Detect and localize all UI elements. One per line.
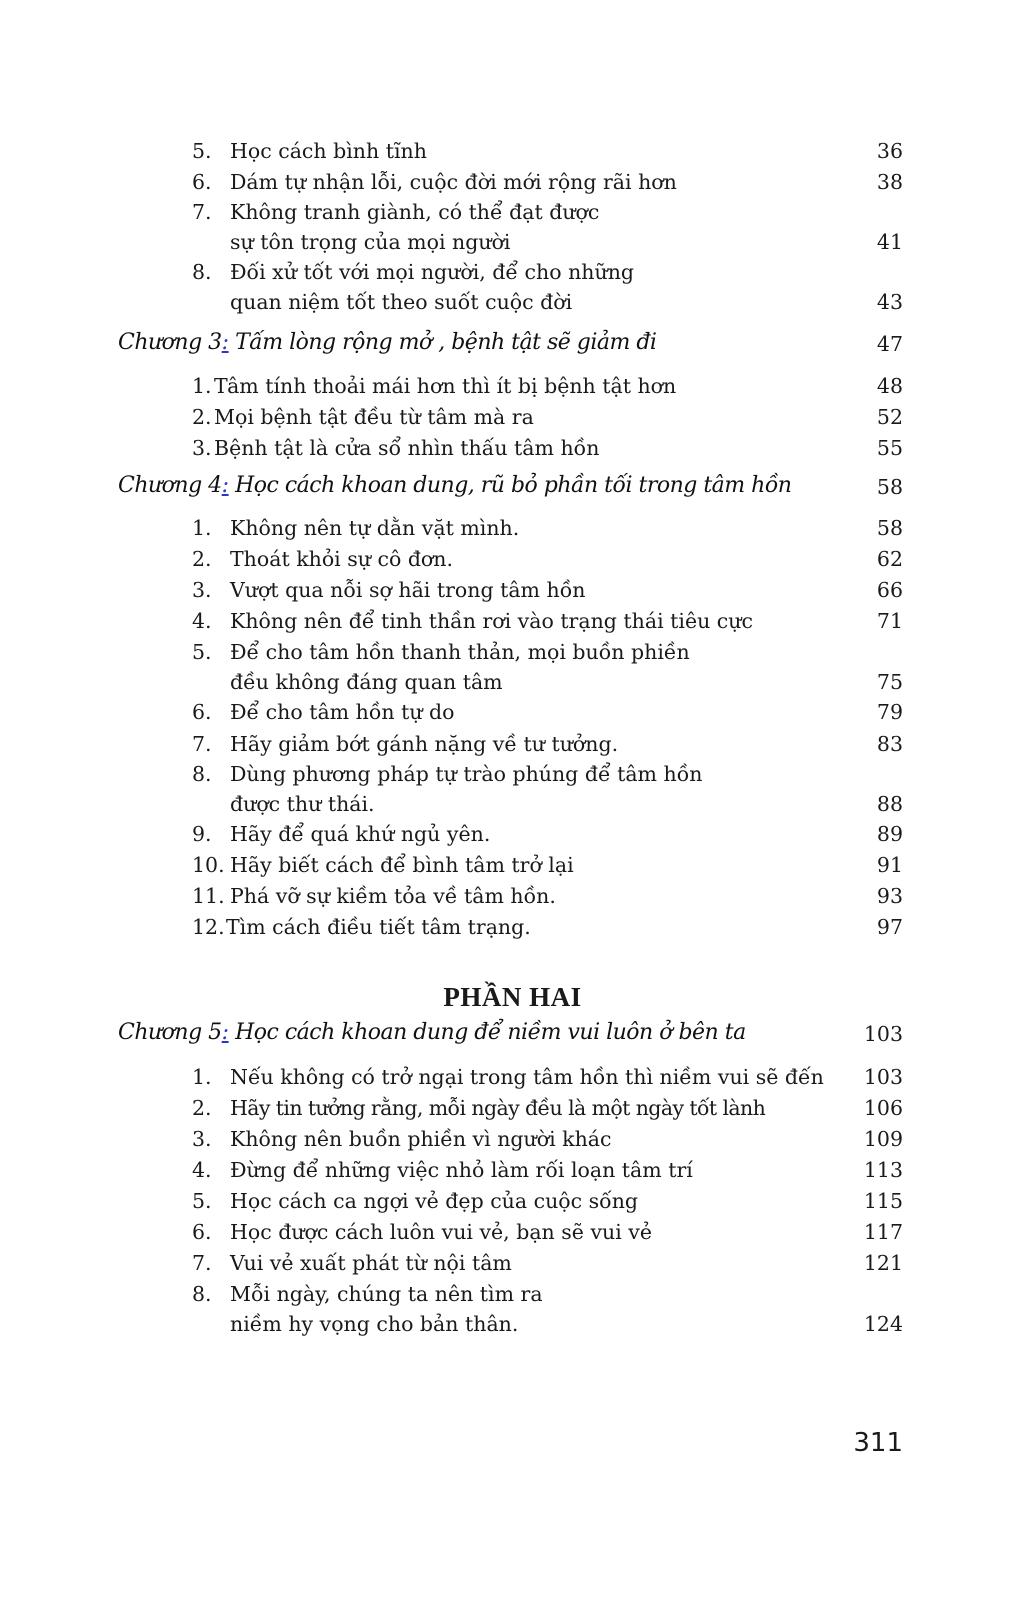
entry-number: 7. [192, 732, 212, 756]
chapter-page: 103 [863, 1022, 903, 1046]
entry-page: 75 [876, 670, 903, 694]
entry-number: 1. [192, 516, 212, 540]
entry-page: 52 [876, 405, 903, 429]
entry-page: 91 [876, 853, 903, 877]
entry-page: 109 [863, 1127, 903, 1151]
chapter-prefix: Chương 5 [118, 1020, 222, 1045]
entry-title: Học cách ca ngợi vẻ đẹp của cuộc sống [230, 1189, 639, 1213]
entry-number: 7. [192, 1251, 212, 1275]
chapter-4-heading[interactable] [0, 473, 1025, 513]
entry-title: Thoát khỏi sự cô đơn. [230, 547, 453, 571]
entry-number: 6. [192, 170, 212, 194]
entry-number: 11. [192, 884, 225, 908]
entry-title: Không tranh giành, có thể đạt được [230, 200, 600, 224]
entry-title: Vui vẻ xuất phát từ nội tâm [230, 1251, 512, 1275]
entry-page: 93 [876, 884, 903, 908]
entry-page: 62 [876, 547, 903, 571]
entry-title: Để cho tâm hồn thanh thản, mọi buồn phiền [230, 640, 690, 664]
chapter-colon-link[interactable]: : [221, 1020, 229, 1045]
entry-title: Dám tự nhận lỗi, cuộc đời mới rộng rãi hơn [230, 170, 677, 194]
entry-title: Đối xử tốt với mọi người, để cho những [230, 260, 635, 284]
chapter-title [118, 330, 656, 355]
entry-number: 3. [192, 1127, 212, 1151]
entry-number: 2. [192, 1096, 212, 1120]
entry-page: 38 [876, 170, 903, 194]
chapter-title [118, 473, 791, 498]
chapter-name: Học cách khoan dung để niềm vui luôn ở bên ta [228, 1020, 746, 1045]
entry-title: Mỗi ngày, chúng ta nên tìm ra [230, 1282, 543, 1306]
entry-title-cont: quan niệm tốt theo suốt cuộc đời [230, 290, 573, 314]
entry-number: 3. [192, 436, 212, 460]
entry-title: Vượt qua nỗi sợ hãi trong tâm hồn [230, 578, 586, 602]
entry-title: Bệnh tật là cửa sổ nhìn thấu tâm hồn [214, 436, 600, 460]
entry-title: Tâm tính thoải mái hơn thì ít bị bệnh tật hơn [214, 374, 677, 398]
entry-page: 117 [863, 1220, 903, 1244]
entry-title: Nếu không có trở ngại trong tâm hồn thì niềm vui sẽ đến [230, 1065, 824, 1089]
entry-number: 5. [192, 640, 212, 664]
entry-title: Không nên tự dằn vặt mình. [230, 516, 520, 540]
entry-number: 10. [192, 853, 225, 877]
entry-number: 2. [192, 547, 212, 571]
entry-page: 106 [863, 1096, 903, 1120]
chapter-name: Học cách khoan dung, rũ bỏ phần tối trong tâm hồn [228, 473, 792, 498]
part-two-heading: PHẦN HAI [443, 982, 582, 1012]
entry-title: Để cho tâm hồn tự do [230, 700, 455, 724]
entry-number: 2. [192, 405, 212, 429]
entry-page: 115 [863, 1189, 903, 1213]
chapter-colon-link[interactable]: : [221, 473, 229, 498]
page-number: 311 [853, 1428, 903, 1458]
entry-page: 66 [876, 578, 903, 602]
entry-page: 48 [876, 374, 903, 398]
entry-page: 89 [876, 822, 903, 846]
chapter-prefix: Chương 3 [118, 330, 222, 355]
entry-page: 71 [876, 609, 903, 633]
entry-page: 36 [876, 139, 903, 163]
entry-title: Hãy giảm bớt gánh nặng về tư tưởng. [230, 732, 619, 756]
entry-title: Học được cách luôn vui vẻ, bạn sẽ vui vẻ [230, 1220, 653, 1244]
entry-number: 4. [192, 1158, 212, 1182]
entry-title: Hãy để quá khứ ngủ yên. [230, 822, 491, 846]
entry-page: 83 [876, 732, 903, 756]
entry-number: 9. [192, 822, 212, 846]
chapter-colon-link[interactable]: : [221, 330, 229, 355]
entry-title: Dùng phương pháp tự trào phúng để tâm hồn [230, 762, 703, 786]
entry-title: Đừng để những việc nhỏ làm rối loạn tâm trí [230, 1158, 693, 1182]
entry-title-cont: đều không đáng quan tâm [230, 670, 503, 694]
entry-title: Không nên để tinh thần rơi vào trạng thái tiêu cực [230, 609, 753, 633]
entry-number: 7. [192, 200, 212, 224]
entry-number: 5. [192, 1189, 212, 1213]
entry-page: 55 [876, 436, 903, 460]
entry-title: Học cách bình tĩnh [230, 139, 427, 163]
entry-page: 88 [876, 792, 903, 816]
entry-title-cont: được thư thái. [230, 792, 375, 816]
entry-title: Mọi bệnh tật đều từ tâm mà ra [214, 405, 534, 429]
entry-page: 103 [863, 1065, 903, 1089]
chapter-prefix: Chương 4 [118, 473, 222, 498]
entry-page: 58 [876, 516, 903, 540]
entry-page: 97 [876, 915, 903, 939]
chapter-5-heading[interactable] [0, 1020, 1025, 1060]
entry-number: 12. [192, 915, 225, 939]
chapter-name: Tấm lòng rộng mở , bệnh tật sẽ giảm đi [228, 330, 657, 355]
entry-number: 6. [192, 700, 212, 724]
entry-title: Không nên buồn phiền vì người khác [230, 1127, 612, 1151]
entry-title-cont: niềm hy vọng cho bản thân. [230, 1312, 519, 1336]
entry-page: 113 [863, 1158, 903, 1182]
entry-number: 8. [192, 1282, 212, 1306]
chapter-page: 58 [876, 475, 903, 499]
entry-number: 6. [192, 1220, 212, 1244]
entry-number: 4. [192, 609, 212, 633]
entry-title: Hãy tin tưởng rằng, mỗi ngày đều là một ngày tốt lành [230, 1096, 766, 1120]
entry-page: 79 [876, 700, 903, 724]
entry-page: 121 [863, 1251, 903, 1275]
entry-number: 8. [192, 762, 212, 786]
entry-number: 1. [192, 1065, 212, 1089]
entry-page: 124 [863, 1312, 903, 1336]
entry-title-cont: sự tôn trọng của mọi người [230, 230, 511, 254]
entry-number: 8. [192, 260, 212, 284]
chapter-title [118, 1020, 746, 1045]
entry-number: 5. [192, 139, 212, 163]
entry-title: Phá vỡ sự kiềm tỏa về tâm hồn. [230, 884, 556, 908]
entry-number: 1. [192, 374, 212, 398]
entry-page: 43 [876, 290, 903, 314]
chapter-3-heading[interactable] [0, 330, 1025, 370]
entry-title: Hãy biết cách để bình tâm trở lại [230, 853, 574, 877]
entry-number: 3. [192, 578, 212, 602]
entry-title: Tìm cách điều tiết tâm trạng. [226, 915, 531, 939]
entry-page: 41 [876, 230, 903, 254]
chapter-page: 47 [876, 332, 903, 356]
